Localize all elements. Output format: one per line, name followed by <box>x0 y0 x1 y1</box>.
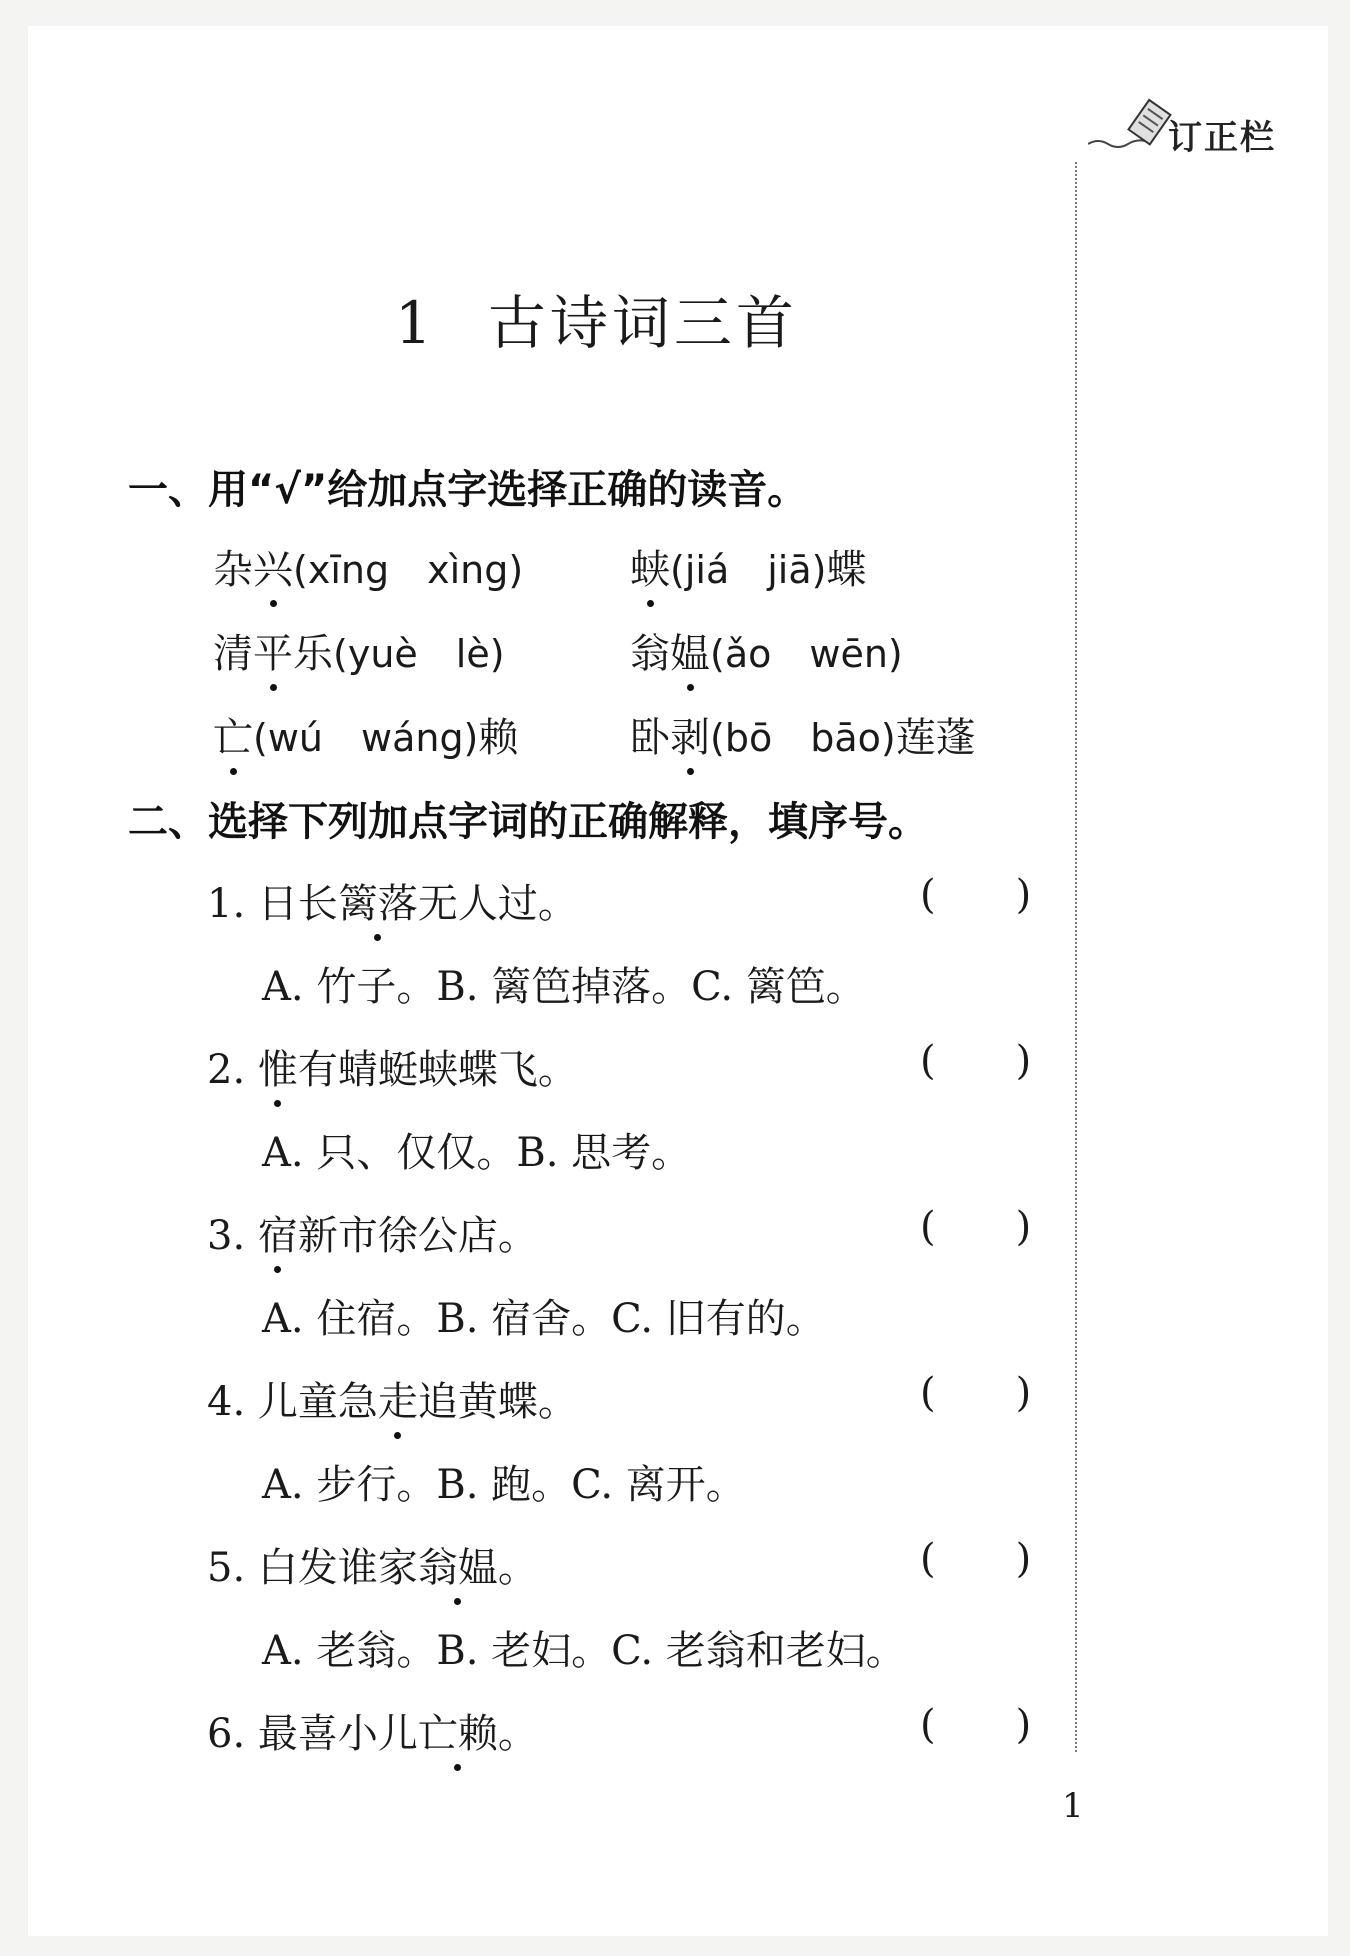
page-number: 1 <box>1062 1786 1084 1826</box>
dotted-word: 篱落 <box>338 872 418 929</box>
question-5: 5. 白发谁家翁媪。 <box>207 1536 538 1593</box>
pinyin-choices: (yuè lè) <box>333 632 505 676</box>
correction-column-title: 订正栏 <box>1168 118 1276 158</box>
pencil-paper-icon <box>1088 98 1178 158</box>
section2-heading: 二、选择下列加点字词的正确解释，填序号。 <box>128 799 928 845</box>
pinyin-choices: (wú wáng) <box>253 716 479 760</box>
pinyin-choices: (ǎo wēn) <box>710 632 903 676</box>
question-3: 3. 宿新市徐公店。 <box>207 1204 538 1261</box>
answer-blank-2[interactable]: ( ) <box>920 1038 1032 1084</box>
pinyin-item-1: 杂兴(xīng xìng) <box>213 538 523 595</box>
options-1: A. 竹子。B. 篱笆掉落。C. 篱笆。 <box>262 964 866 1010</box>
dotted-word: 走 <box>378 1370 418 1427</box>
dotted-char: 平 <box>253 622 293 679</box>
dotted-char: 兴 <box>253 538 293 595</box>
pinyin-choices: (bō bāo) <box>710 716 896 760</box>
question-1: 1. 日长篱落无人过。 <box>207 872 578 929</box>
dotted-word: 惟 <box>258 1038 298 1095</box>
lesson-title <box>395 276 798 360</box>
lesson-number: 1 <box>395 289 436 357</box>
answer-blank-1[interactable]: ( ) <box>920 872 1032 918</box>
pinyin-choices: (jiá jiā) <box>670 548 827 592</box>
question-6: 6. 最喜小儿亡赖。 <box>207 1702 538 1759</box>
pinyin-item-3: 清平乐(yuè lè) <box>213 622 505 679</box>
dotted-char: 亡 <box>213 706 253 763</box>
lesson-name: 古诗词三首 <box>487 289 798 357</box>
pinyin-item-6: 卧剥(bō bāo)莲蓬 <box>630 706 976 763</box>
options-2: A. 只、仅仅。B. 思考。 <box>262 1130 692 1176</box>
dotted-char: 蛱 <box>630 538 670 595</box>
dotted-char: 剥 <box>670 706 710 763</box>
answer-blank-3[interactable]: ( ) <box>920 1204 1032 1250</box>
answer-blank-4[interactable]: ( ) <box>920 1370 1032 1416</box>
pinyin-item-2: 蛱(jiá jiā)蝶 <box>630 538 866 595</box>
answer-blank-6[interactable]: ( ) <box>920 1702 1032 1748</box>
pinyin-item-5: 亡(wú wáng)赖 <box>213 706 518 763</box>
options-3: A. 住宿。B. 宿舍。C. 旧有的。 <box>262 1296 826 1342</box>
question-2: 2. 惟有蜻蜓蛱蝶飞。 <box>207 1038 578 1095</box>
dotted-word: 翁媪 <box>418 1536 498 1593</box>
dotted-word: 宿 <box>258 1204 298 1261</box>
dotted-word: 亡赖 <box>418 1702 498 1759</box>
options-4: A. 步行。B. 跑。C. 离开。 <box>262 1462 746 1508</box>
section1-heading: 一、用“√”给加点字选择正确的读音。 <box>128 467 808 513</box>
answer-blank-5[interactable]: ( ) <box>920 1536 1032 1582</box>
question-4: 4. 儿童急走追黄蝶。 <box>207 1370 578 1427</box>
pinyin-item-4: 翁媪(ǎo wēn) <box>630 622 903 679</box>
dotted-char: 媪 <box>670 622 710 679</box>
correction-column-divider <box>1075 162 1077 1752</box>
pinyin-choices: (xīng xìng) <box>293 548 524 592</box>
options-5: A. 老翁。B. 老妇。C. 老翁和老妇。 <box>262 1628 906 1674</box>
